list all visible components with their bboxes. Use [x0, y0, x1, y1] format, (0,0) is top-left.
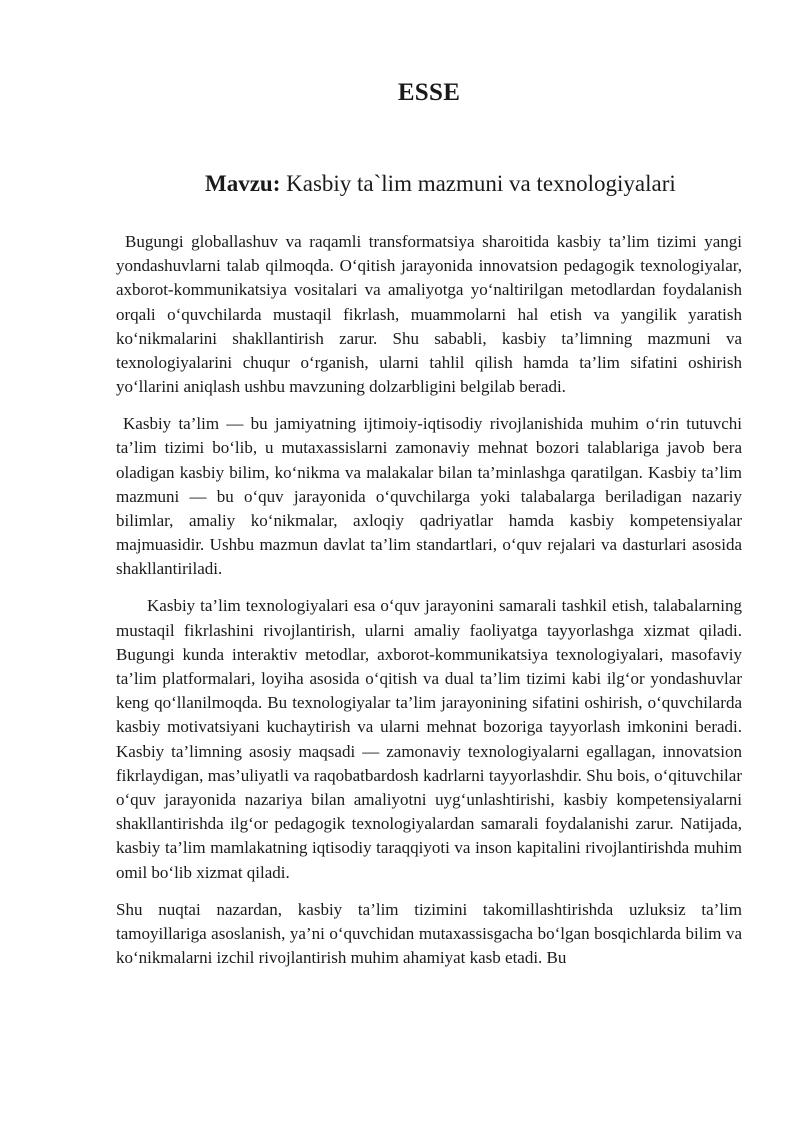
essay-subject: [205, 170, 676, 198]
paragraph: Kasbiy ta’lim texnologiyalari esa o‘quv jarayonini samarali tashkil etish, talabalarning mustaqil fikrlashini rivojlantirish, ularni amaliy faoliyatga tayyorlashga xizmat qiladi. Bugungi kunda interaktiv metodlar, axborot-kommunikatsiya texnologiyalari, masofaviy ta’lim platformalari, loyiha asosida o‘qitish va dual ta’lim tizimi kabi ilg‘or yondashuvlar keng qo‘llanilmoqda. Bu texnologiyalar ta’lim jarayonining sifatini oshirish, o‘quvchilarda kasbiy motivatsiyani kuchaytirish va ularni mehnat bozoriga tayyorlash imkonini beradi. Kasbiy ta’limning asosiy maqsadi — zamonaviy texnologiyalarni egallagan, innovatsion fikrlaydigan, mas’uliyatli va raqobatbardosh kadrlarni tayyorlashdir. Shu bois, o‘qituvchilar o‘quv jarayonida nazariya bilan amaliyotni uyg‘unlashtirishi, kasbiy kompetensiyalarni shakllantirishda ilg‘or pedagogik texnologiyalardan samarali foydalanishi zarur. Natijada, kasbiy ta’lim mamlakatning iqtisodiy taraqqiyoti va inson kapitalini rivojlantirishda muhim omil bo‘lib xizmat qiladi.: [116, 596, 742, 882]
paragraph: Bugungi globallashuv va raqamli transformatsiya sharoitida kasbiy ta’lim tizimi yangi yondashuvlarni talab qilmoqda. O‘qitish jarayonida innovatsion pedagogik texnologiyalar, axborot-kommunikatsiya vositalari va amaliyotga yo‘naltirilgan metodlardan foydalanish orqali o‘quvchilarda mustaqil fikrlash, muammolarni hal etish va yangilik yaratish ko‘nikmalarini shakllantirish zarur. Shu sababli, kasbiy ta’limning mazmuni va texnologiyalarini chuqur o‘rganish, ularni tahlil qilish hamda ta’lim sifatini oshirish yo‘llarini aniqlash ushbu mavzuning dolzarbligini belgilab beradi.: [116, 232, 742, 397]
paragraph: Shu nuqtai nazardan, kasbiy ta’lim tizimini takomillashtirishda uzluksiz ta’lim tamoyillariga asoslanish, ya’ni o‘quvchidan mutaxassisgacha bo‘lgan bosqichlarda bilim va ko‘nikmalarni izchil rivojlantirish muhim ahamiyat kasb etadi. Bu: [116, 899, 742, 968]
subject-label: Mavzu:: [205, 171, 287, 196]
paragraph: Kasbiy ta’lim — bu jamiyatning ijtimoiy-iqtisodiy rivojlanishida muhim o‘rin tutuvchi ta’lim tizimi bo‘lib, u mutaxassislarni zamonaviy mehnat bozori talablariga javob bera oladigan kasbiy bilim, ko‘nikma va malakalar bilan ta’minlashga qaratilgan. Kasbiy ta’lim mazmuni — bu o‘quv jarayonida o‘quvchilarga yoki talabalarga beriladigan nazariy bilimlar, amaliy ko‘nikmalar, axloqiy qadriyatlar hamda kasbiy kompetensiyalar majmuasidir. Ushbu mazmun davlat ta’lim standartlari, o‘quv rejalari va dasturlari asosida shakllantiriladi.: [116, 414, 742, 579]
essay-body: [116, 230, 742, 983]
subject-text: Kasbiy ta`lim mazmuni va texnologiyalari: [286, 171, 676, 196]
document-title: ESSE: [397, 79, 461, 106]
